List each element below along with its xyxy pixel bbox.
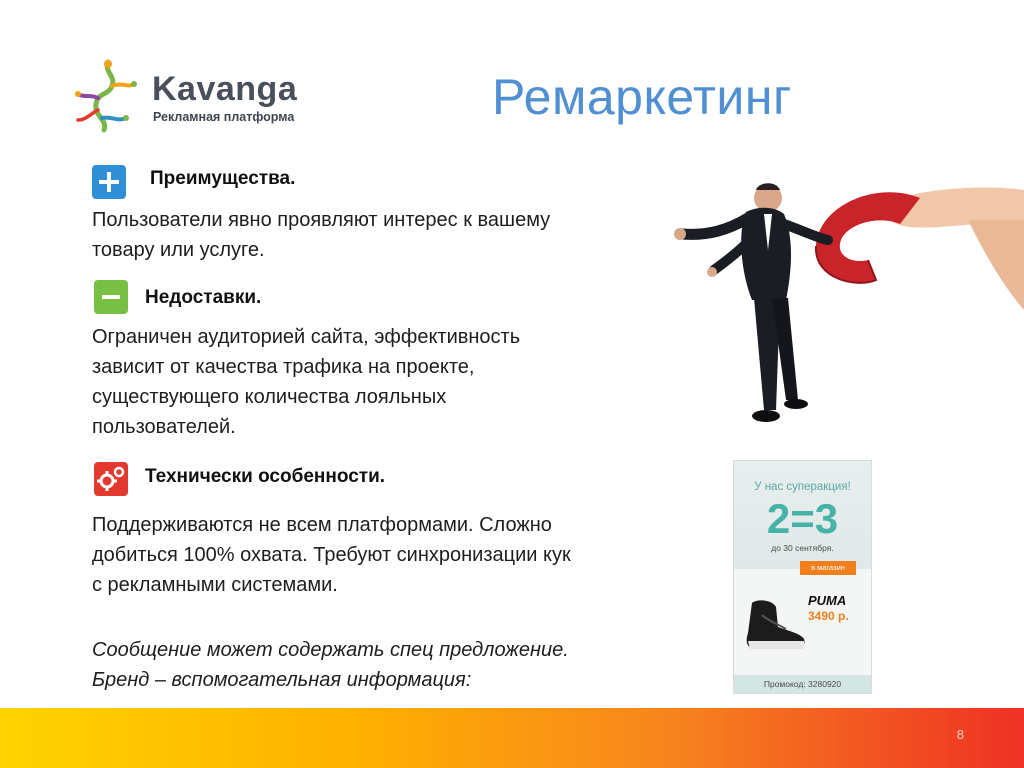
note-text [92, 635, 692, 695]
sneaker-image [742, 593, 812, 655]
logo-name: Kavanga [152, 70, 298, 108]
ad-store-button[interactable]: в магазин [800, 561, 856, 575]
technical-line: с рекламными системами. [92, 574, 338, 596]
disadvantages-text [92, 322, 652, 442]
disadvantages-title: Недоставки. [145, 287, 262, 308]
ad-banner[interactable] [733, 460, 872, 694]
magnet-man-illustration [668, 160, 1024, 442]
advantages-line: товару или услуге. [92, 239, 265, 261]
note-line: Сообщение может содержать спец предложение. [92, 639, 569, 661]
technical-line: добиться 100% охвата. Требуют синхронизации кук [92, 544, 571, 566]
disadvantages-line: зависит от качества трафика на проекте, [92, 356, 475, 378]
disadvantages-line: пользователей. [92, 416, 236, 438]
page-number: 8 [956, 727, 964, 742]
gears-icon [94, 462, 128, 496]
ad-offer: 2=3 [766, 495, 839, 542]
lizard-logo-icon [68, 58, 152, 136]
slide-title: Ремаркетинг [492, 69, 792, 125]
technical-title: Технически особенности. [145, 466, 386, 487]
note-line: Бренд – вспомогательная информация: [92, 669, 472, 691]
minus-icon [94, 280, 128, 314]
footer-gradient-bar [0, 708, 1024, 768]
plus-icon [92, 165, 126, 199]
advantages-text [92, 205, 652, 265]
advantages-line: Пользователи явно проявляют интерес к вашему [92, 209, 551, 231]
disadvantages-line: Ограничен аудиторией сайта, эффективность [92, 326, 521, 348]
ad-date: до 30 сентября. [771, 543, 834, 553]
technical-text [92, 510, 672, 600]
ad-promo-code: Промокод: 3280920 [734, 675, 871, 693]
ad-price: 3490 р. [808, 609, 849, 623]
disadvantages-line: существующего количества лояльных [92, 386, 447, 408]
logo-subtitle: Рекламная платформа [153, 110, 295, 124]
advantages-title: Преимущества. [150, 168, 296, 189]
technical-line: Поддерживаются не всем платформами. Сложно [92, 514, 552, 536]
ad-brand: PUMA [808, 593, 847, 608]
kavanga-logo [68, 58, 298, 136]
ad-headline: У нас суперакция! [754, 481, 851, 493]
